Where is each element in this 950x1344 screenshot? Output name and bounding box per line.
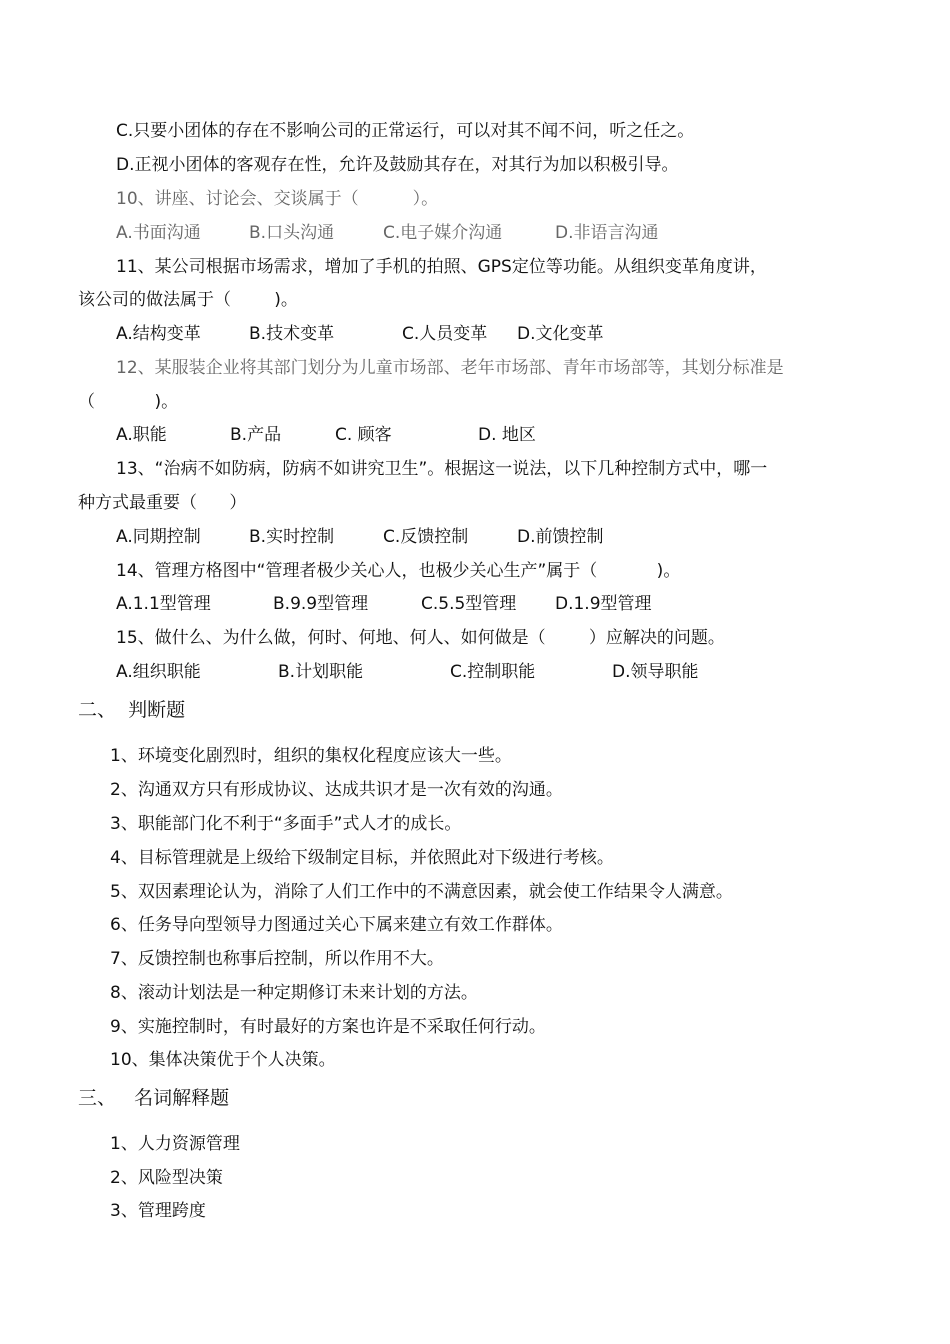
q11-stem-line1: 11、某公司根据市场需求，增加了手机的拍照、GPS定位等功能。从组织变革角度讲， — [116, 257, 767, 277]
q14-option-c: C.5.5型管理 — [421, 594, 517, 614]
q11-option-d: D.文化变革 — [517, 324, 604, 344]
q14-option-a: A.1.1型管理 — [116, 594, 211, 614]
q10-option-b: B.口头沟通 — [249, 223, 335, 243]
q11-option-a: A.结构变革 — [116, 324, 201, 344]
q10-option-c: C.电子媒介沟通 — [383, 223, 503, 243]
q13-stem-line2: 种方式最重要（ ） — [78, 493, 247, 513]
section3-heading: 三、 名词解释题 — [78, 1087, 230, 1109]
q15-stem: 15、做什么、为什么做，何时、何地、何人、如何做是（ ）应解决的问题。 — [116, 628, 725, 648]
q11-option-b: B.技术变革 — [249, 324, 335, 344]
q10-stem: 10、讲座、讨论会、交谈属于（ ）。 — [116, 189, 439, 209]
section2-heading: 二、 判断题 — [78, 699, 186, 721]
q9-option-d: D.正视小团体的客观存在性，允许及鼓励其存在，对其行为加以积极引导。 — [116, 155, 679, 175]
section3-item: 2、风险型决策 — [110, 1168, 223, 1188]
q12-option-a: A.职能 — [116, 425, 167, 445]
q11-option-c: C.人员变革 — [402, 324, 488, 344]
section2-item: 5、双因素理论认为，消除了人们工作中的不满意因素，就会使工作结果令人满意。 — [110, 882, 733, 902]
q12-option-d: D. 地区 — [478, 425, 536, 445]
q14-option-d: D.1.9型管理 — [555, 594, 652, 614]
q11-stem-line2: 该公司的做法属于（ )。 — [78, 290, 298, 310]
q15-option-b: B.计划职能 — [278, 662, 364, 682]
q12-option-b: B.产品 — [230, 425, 282, 445]
section2-item: 10、集体决策优于个人决策。 — [110, 1050, 336, 1070]
q15-option-c: C.控制职能 — [450, 662, 536, 682]
section2-item: 6、任务导向型领导力图通过关心下属来建立有效工作群体。 — [110, 915, 563, 935]
section3-item: 1、人力资源管理 — [110, 1134, 240, 1154]
q13-option-b: B.实时控制 — [249, 527, 335, 547]
section2-item: 4、目标管理就是上级给下级制定目标，并依照此对下级进行考核。 — [110, 848, 614, 868]
q15-option-a: A.组织职能 — [116, 662, 201, 682]
section2-item: 9、实施控制时，有时最好的方案也许是不采取任何行动。 — [110, 1017, 546, 1037]
section2-item: 3、职能部门化不利于“多面手”式人才的成长。 — [110, 814, 462, 834]
q13-stem-line1: 13、“治病不如防病，防病不如讲究卫生”。根据这一说法，以下几种控制方式中，哪一 — [116, 459, 768, 479]
q12-option-c: C. 顾客 — [335, 425, 392, 445]
q13-option-c: C.反馈控制 — [383, 527, 469, 547]
q10-option-d: D.非语言沟通 — [555, 223, 659, 243]
q14-stem: 14、管理方格图中“管理者极少关心人，也极少关心生产”属于（ )。 — [116, 561, 681, 581]
q13-option-d: D.前馈控制 — [517, 527, 604, 547]
q14-option-b: B.9.9型管理 — [273, 594, 369, 614]
q15-option-d: D.领导职能 — [612, 662, 699, 682]
q13-option-a: A.同期控制 — [116, 527, 201, 547]
section2-item: 1、环境变化剧烈时，组织的集权化程度应该大一些。 — [110, 746, 512, 766]
section2-item: 8、滚动计划法是一种定期修订未来计划的方法。 — [110, 983, 478, 1003]
q12-stem-line2: （ )。 — [78, 392, 179, 412]
section2-item: 7、反馈控制也称事后控制，所以作用不大。 — [110, 949, 444, 969]
section2-item: 2、沟通双方只有形成协议、达成共识才是一次有效的沟通。 — [110, 780, 563, 800]
section3-item: 3、管理跨度 — [110, 1201, 206, 1221]
q12-stem-line1: 12、某服装企业将其部门划分为儿童市场部、老年市场部、青年市场部等，其划分标准是 — [116, 358, 784, 378]
q10-option-a: A.书面沟通 — [116, 223, 201, 243]
q9-option-c: C.只要小团体的存在不影响公司的正常运行，可以对其不闻不问，听之任之。 — [116, 121, 695, 141]
